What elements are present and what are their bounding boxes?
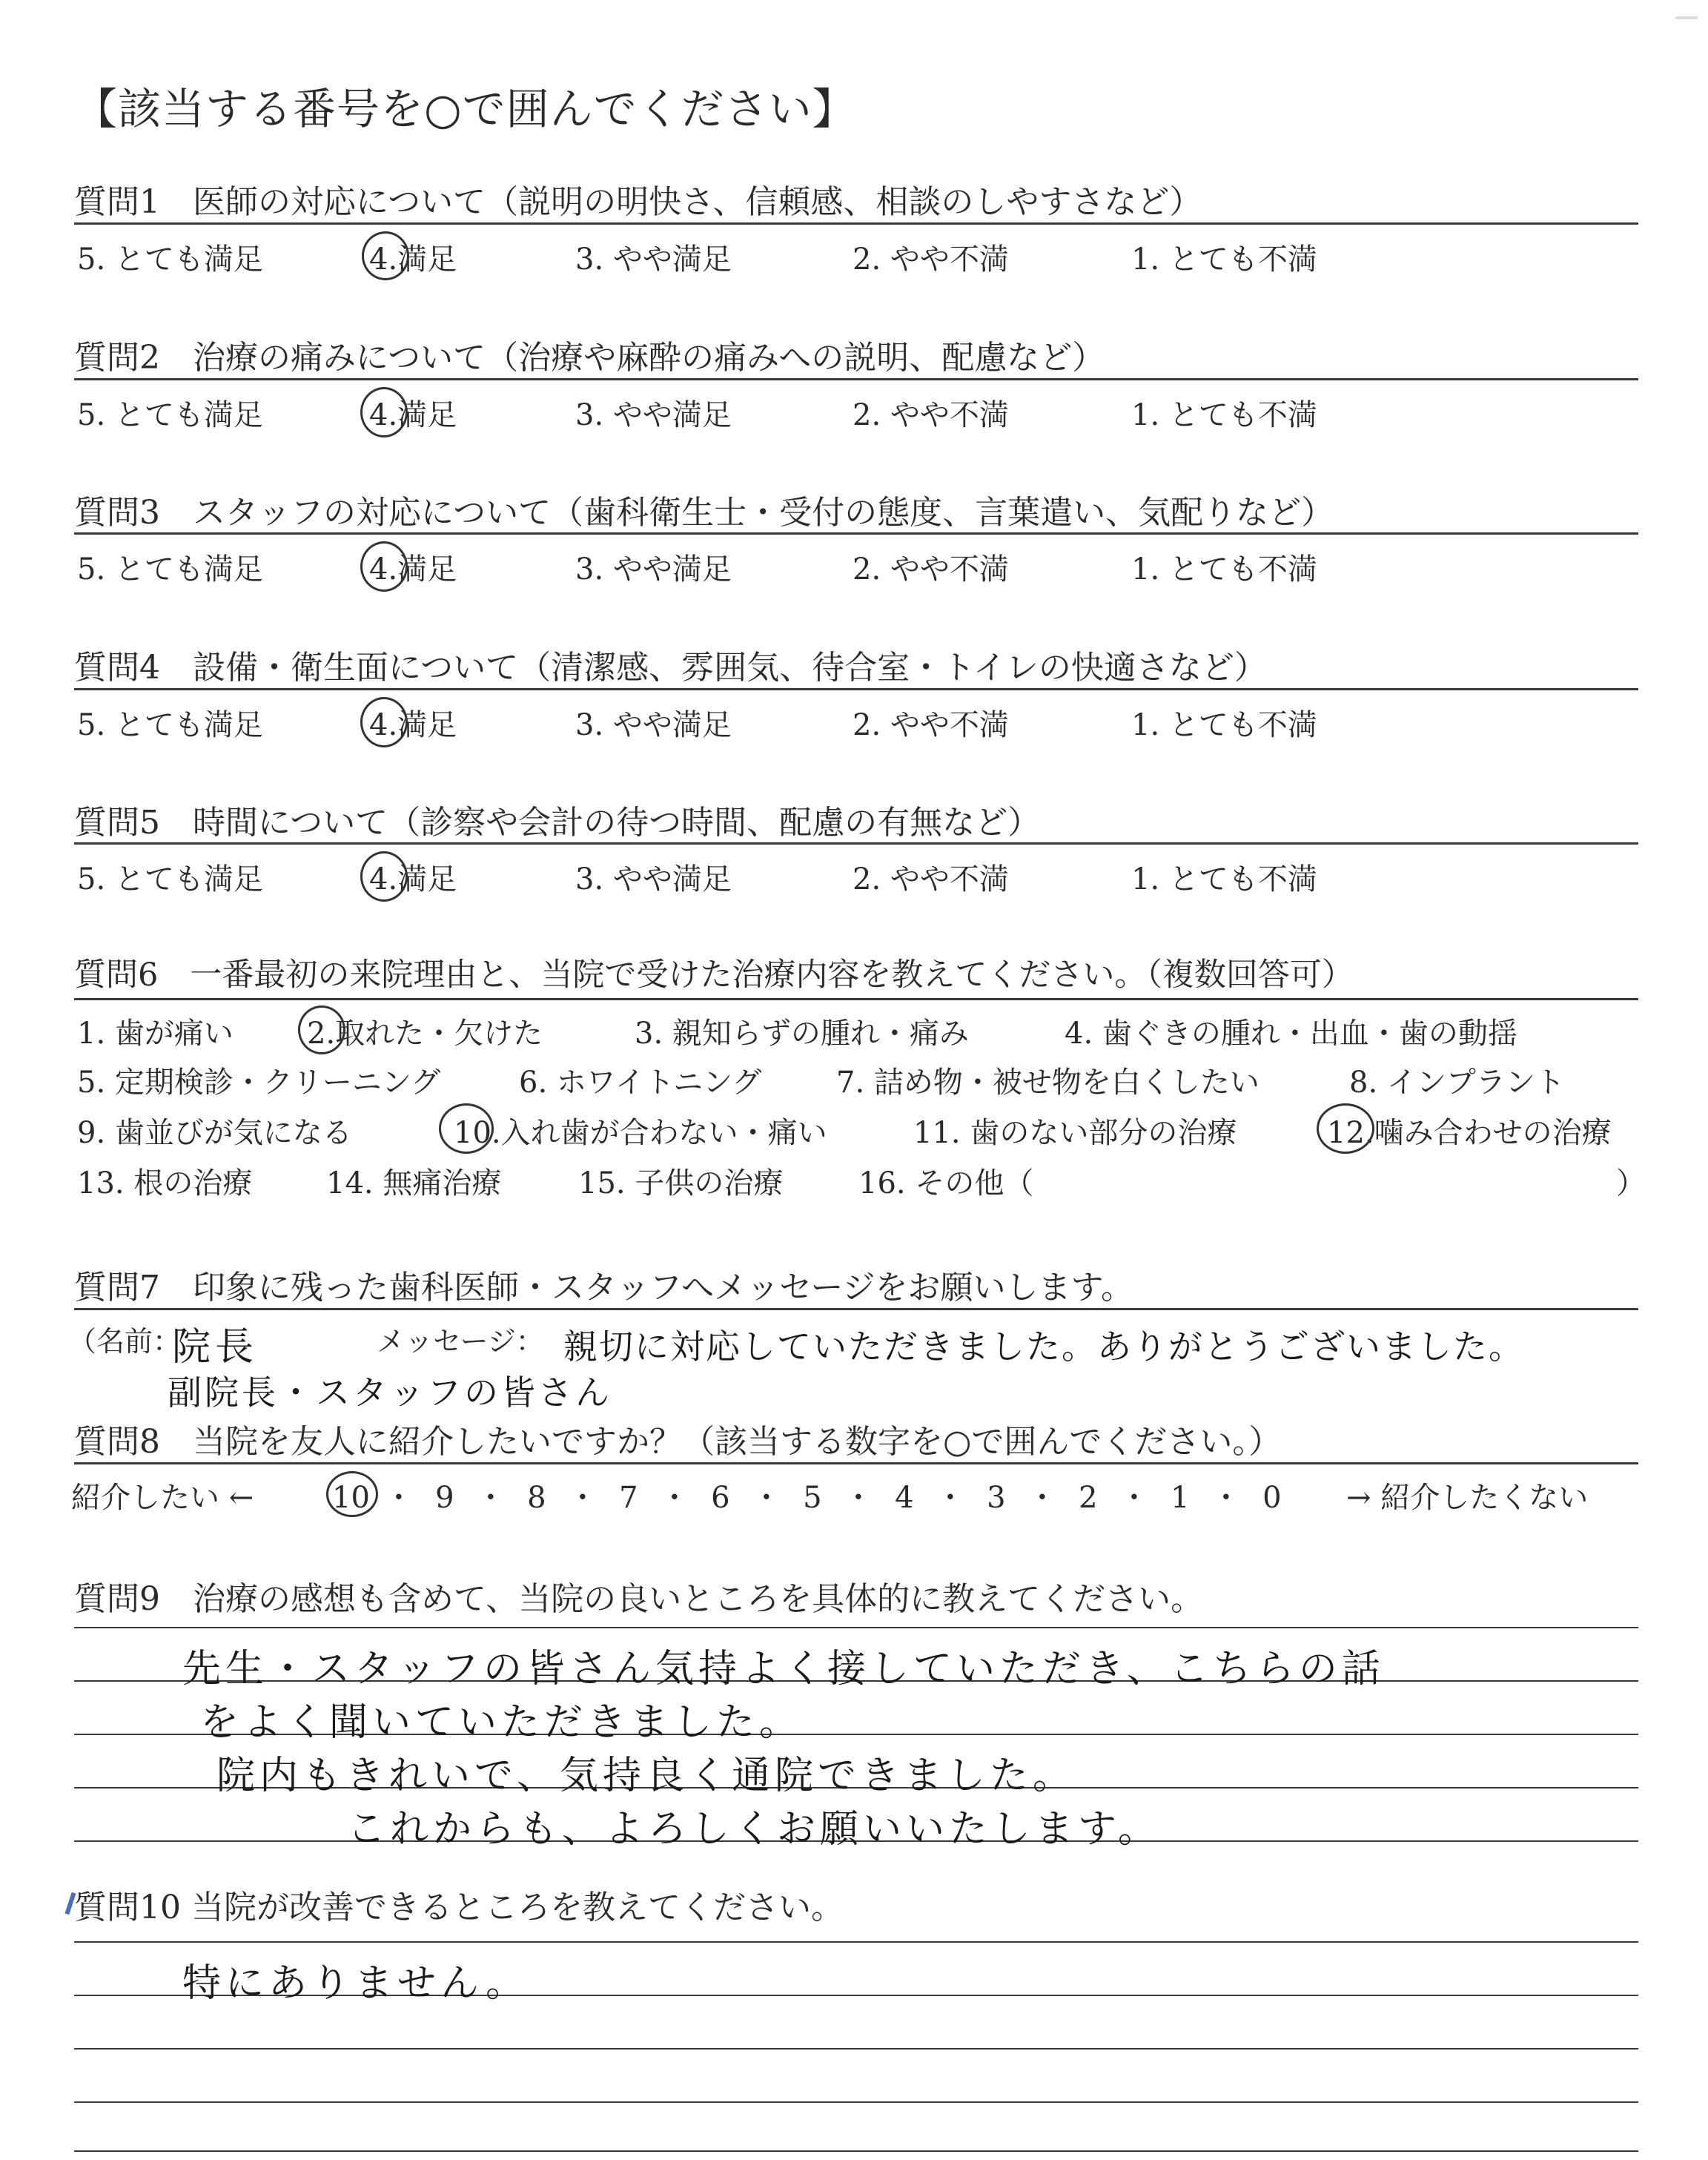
selection-circle — [326, 1471, 378, 1517]
q8-scale-6[interactable]: 6 — [711, 1481, 730, 1515]
q8-scale-separator: ・ — [383, 1481, 414, 1515]
q2-opt-4[interactable]: 4.満足 — [369, 398, 457, 432]
q7-name-handwritten-1: 院長 — [172, 1325, 259, 1370]
q6-opt-3[interactable]: 3. 親知らずの腫れ・痛み — [635, 1017, 969, 1051]
q4-title: 質問4 設備・衛生面について（清潔感、雰囲気、待合室・トイレの快適さなど） — [74, 649, 1267, 687]
q4-opt-3[interactable]: 3. やや満足 — [575, 708, 732, 742]
q10-line-5 — [74, 2150, 1638, 2152]
q6-opt-1[interactable]: 1. 歯が痛い — [77, 1017, 234, 1051]
selection-circle — [360, 541, 408, 592]
q6-opt-6[interactable]: 6. ホワイトニング — [519, 1066, 762, 1100]
q8-scale-separator: ・ — [475, 1481, 506, 1515]
q6-opt-9[interactable]: 9. 歯並びが気になる — [77, 1116, 352, 1150]
q2-title: 質問2 治療の痛みについて（治療や麻酔の痛みへの説明、配慮など） — [74, 339, 1105, 377]
q1-opt-1[interactable]: 1. とても不満 — [1131, 242, 1317, 277]
q4-opt-1[interactable]: 1. とても不満 — [1131, 708, 1317, 742]
q5-opt-2[interactable]: 2. やや不満 — [853, 862, 1009, 896]
q10-line-3 — [74, 2048, 1638, 2050]
q6-opt-13[interactable]: 13. 根の治療 — [77, 1166, 253, 1200]
q8-scale-separator: ・ — [751, 1481, 781, 1515]
selection-circle — [439, 1103, 494, 1154]
q8-scale-separator: ・ — [843, 1481, 873, 1515]
q8-scale-8[interactable]: 8 — [527, 1481, 546, 1515]
q2-opt-5[interactable]: 5. とても満足 — [77, 398, 263, 432]
q8-scale-1[interactable]: 1 — [1171, 1481, 1190, 1515]
q3-opt-1[interactable]: 1. とても不満 — [1131, 552, 1317, 587]
q7-rule — [74, 1308, 1638, 1310]
q8-scale-4[interactable]: 4 — [895, 1481, 914, 1515]
q6-opt-7[interactable]: 7. 詰め物・被せ物を白くしたい — [836, 1066, 1260, 1100]
q5-rule — [74, 842, 1638, 845]
q6-opt-2[interactable]: 2.取れた・欠けた — [307, 1017, 543, 1051]
q6-opt-10[interactable]: 10.入れ歯が合わない・痛い — [454, 1116, 827, 1150]
q6-opt-16-close: ） — [1616, 1166, 1646, 1200]
q9-hand-line-2: をよく聞いていただきました。 — [200, 1700, 803, 1745]
q1-opt-3[interactable]: 3. やや満足 — [575, 242, 732, 277]
q6-opt-16[interactable]: 16. その他（ — [858, 1166, 1034, 1200]
q4-rule — [74, 688, 1638, 690]
q9-hand-line-4: これからも、よろしくお願いいたします。 — [347, 1807, 1161, 1852]
scan-edge-mark — [1675, 16, 1698, 19]
q1-opt-4[interactable]: 4.満足 — [369, 242, 457, 277]
q10-line-1 — [74, 1941, 1638, 1943]
q4-opt-2[interactable]: 2. やや不満 — [853, 708, 1009, 742]
q7-name-handwritten-2: 副院長・スタッフの皆さん — [168, 1373, 612, 1413]
form-header: 【該当する番号を○で囲んでください】 — [74, 84, 856, 134]
q6-opt-12[interactable]: 12.噛み合わせの治療 — [1327, 1116, 1612, 1150]
q1-rule — [74, 222, 1638, 225]
q6-opt-14[interactable]: 14. 無痛治療 — [326, 1166, 502, 1200]
q10-title: 質問10 当院が改善できるところを教えてください。 — [74, 1889, 844, 1926]
selection-circle — [360, 697, 408, 747]
q6-opt-15[interactable]: 15. 子供の治療 — [578, 1166, 784, 1200]
q3-opt-2[interactable]: 2. やや不満 — [853, 552, 1009, 587]
q9-hand-line-3: 院内もきれいで、気持良く通院できました。 — [216, 1754, 1076, 1798]
q7-message-handwritten: 親切に対応していただきました。ありがとうございました。 — [563, 1327, 1524, 1367]
q6-rule — [74, 998, 1638, 1000]
q5-title: 質問5 時間について（診察や会計の待つ時間、配慮の有無など） — [74, 804, 1041, 842]
q3-opt-4[interactable]: 4.満足 — [369, 552, 457, 587]
selection-circle — [360, 387, 408, 437]
q8-scale-separator: ・ — [567, 1481, 598, 1515]
q7-name-label: （名前： — [68, 1325, 182, 1358]
q6-title: 質問6 一番最初の来院理由と、当院で受けた治療内容を教えてください。（複数回答可） — [74, 957, 1354, 994]
q8-right-label: → 紹介したくない — [1346, 1481, 1589, 1515]
q3-title: 質問3 スタッフの対応について（歯科衛生士・受付の態度、言葉遣い、気配りなど） — [74, 494, 1334, 532]
q4-opt-5[interactable]: 5. とても満足 — [77, 708, 263, 742]
q8-left-label: 紹介したい ← — [71, 1481, 254, 1515]
selection-circle — [298, 1005, 345, 1054]
q1-opt-2[interactable]: 2. やや不満 — [853, 242, 1009, 277]
q8-scale-10[interactable]: 10 — [332, 1481, 370, 1515]
q2-rule — [74, 378, 1638, 380]
q5-opt-4[interactable]: 4.満足 — [369, 862, 457, 896]
q8-scale-separator: ・ — [935, 1481, 965, 1515]
q6-opt-5[interactable]: 5. 定期検診・クリーニング — [77, 1066, 441, 1100]
selection-circle — [1317, 1103, 1374, 1154]
q2-opt-1[interactable]: 1. とても不満 — [1131, 398, 1317, 432]
q3-rule — [74, 532, 1638, 535]
q3-opt-3[interactable]: 3. やや満足 — [575, 552, 732, 587]
q9-title: 質問9 治療の感想も含めて、当院の良いところを具体的に教えてください。 — [74, 1580, 1204, 1618]
q8-scale-0[interactable]: 0 — [1262, 1481, 1282, 1515]
q10-hand-line-1: 特にありません。 — [182, 1961, 529, 2006]
q9-hand-line-1: 先生・スタッフの皆さん気持よく接していただき、こちらの話 — [182, 1647, 1385, 1691]
q6-opt-8[interactable]: 8. インプラント — [1349, 1066, 1565, 1100]
q8-scale-9[interactable]: 9 — [435, 1481, 454, 1515]
q4-opt-4[interactable]: 4.満足 — [369, 708, 457, 742]
q1-title: 質問1 医師の対応について（説明の明快さ、信頼感、相談のしやすさなど） — [74, 183, 1202, 221]
selection-circle — [362, 231, 409, 280]
q5-opt-5[interactable]: 5. とても満足 — [77, 862, 263, 896]
q8-title: 質問8 当院を友人に紹介したいですか？（該当する数字を○で囲んでください。） — [74, 1423, 1282, 1461]
q8-scale-separator: ・ — [1211, 1481, 1241, 1515]
q8-rule — [74, 1462, 1638, 1464]
q7-title: 質問7 印象に残った歯科医師・スタッフへメッセージをお願いします。 — [74, 1269, 1133, 1307]
q5-opt-3[interactable]: 3. やや満足 — [575, 862, 732, 896]
q8-scale-2[interactable]: 2 — [1079, 1481, 1098, 1515]
q10-line-4 — [74, 2101, 1638, 2103]
q8-scale-separator: ・ — [1027, 1481, 1057, 1515]
q7-message-label: メッセージ： — [377, 1325, 544, 1358]
q1-opt-5[interactable]: 5. とても満足 — [77, 242, 263, 277]
q8-scale-separator: ・ — [659, 1481, 689, 1515]
q5-opt-1[interactable]: 1. とても不満 — [1131, 862, 1317, 896]
q6-opt-11[interactable]: 11. 歯のない部分の治療 — [913, 1116, 1237, 1150]
q8-scale-7[interactable]: 7 — [619, 1481, 638, 1515]
q9-line-1 — [74, 1627, 1638, 1628]
q6-opt-4[interactable]: 4. 歯ぐきの腫れ・出血・歯の動揺 — [1065, 1017, 1517, 1051]
q8-scale-5[interactable]: 5 — [803, 1481, 822, 1515]
q2-opt-3[interactable]: 3. やや満足 — [575, 398, 732, 432]
selection-circle — [360, 851, 408, 902]
q2-opt-2[interactable]: 2. やや不満 — [853, 398, 1009, 432]
q3-opt-5[interactable]: 5. とても満足 — [77, 552, 263, 587]
q8-scale-3[interactable]: 3 — [987, 1481, 1006, 1515]
q8-scale — [332, 1474, 1289, 1516]
q8-scale-separator: ・ — [1119, 1481, 1149, 1515]
